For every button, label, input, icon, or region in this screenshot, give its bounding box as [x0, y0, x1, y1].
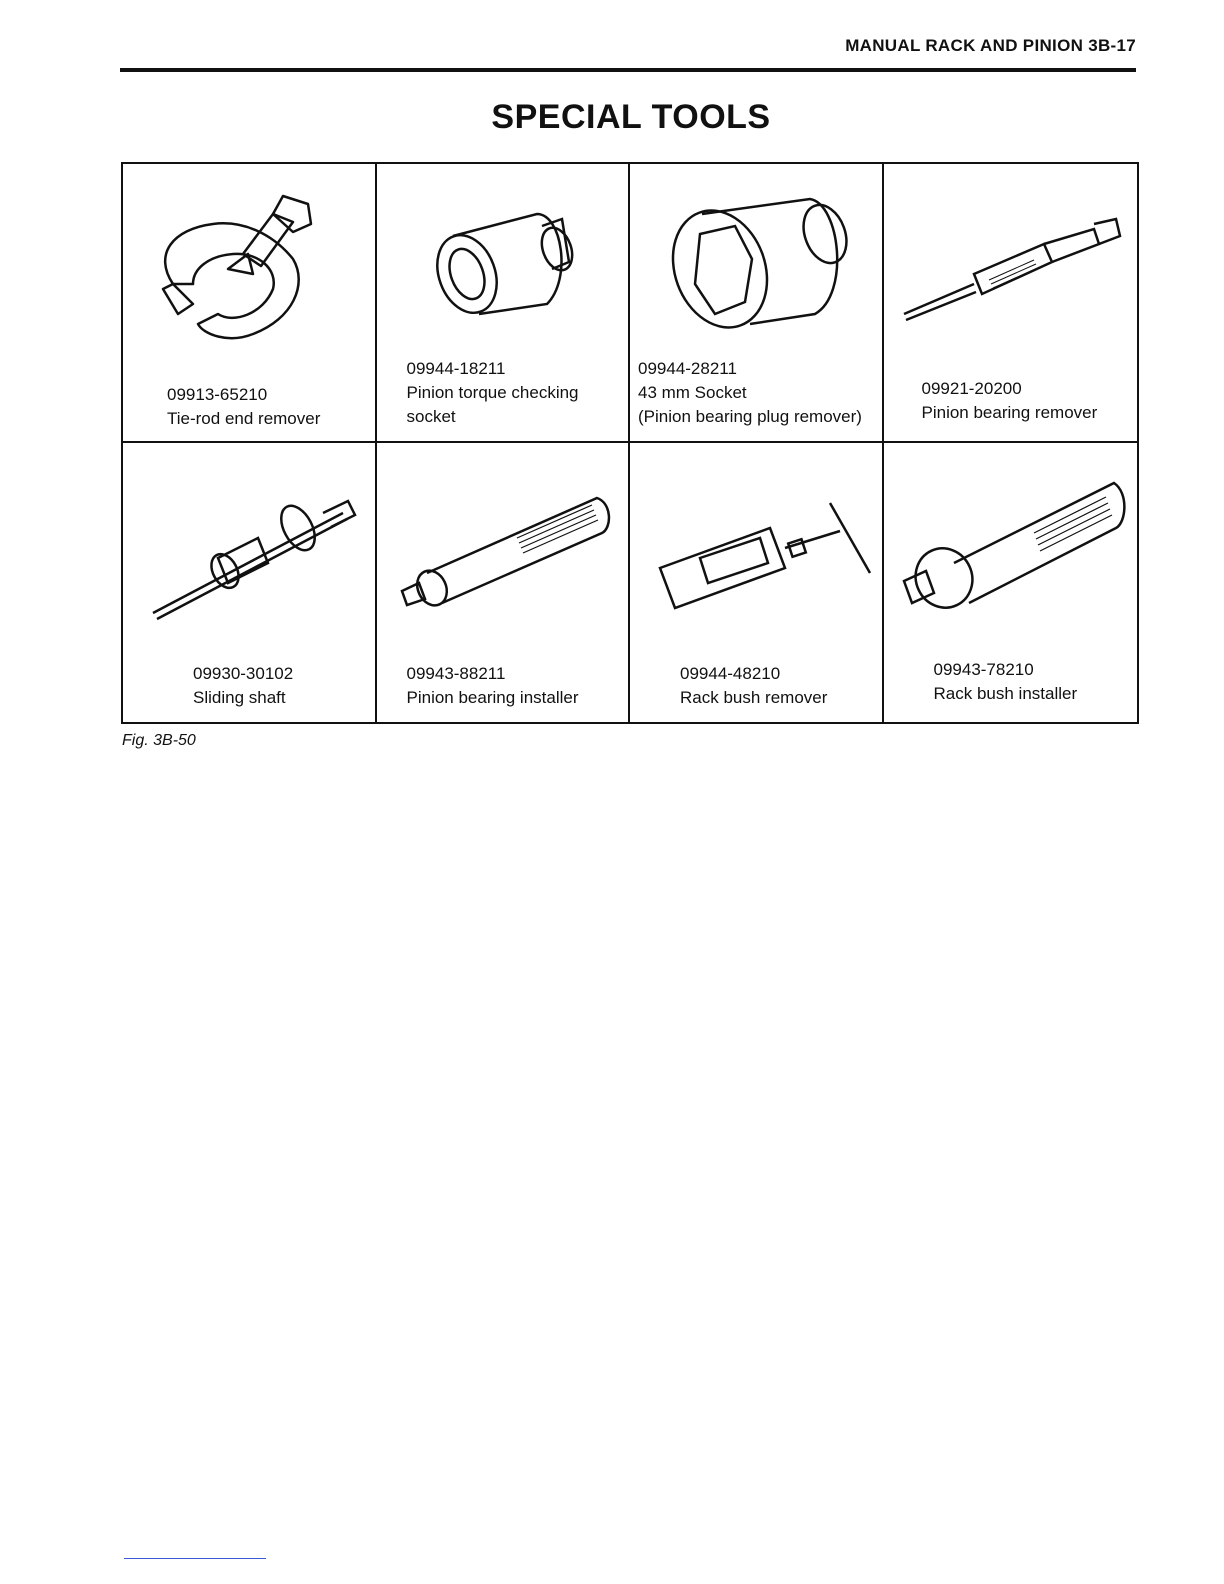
footer-rule — [124, 1558, 266, 1559]
tool-cell — [377, 443, 631, 722]
tool-caption — [630, 357, 882, 429]
tool-name: 43 mm Socket — [638, 383, 747, 402]
tool-name: Sliding shaft — [193, 688, 286, 707]
tool-name: Pinion torque checking — [406, 383, 579, 402]
part-number: 09913-65210 — [167, 385, 268, 404]
part-number: 09930-30102 — [193, 664, 294, 683]
part-number: 09921-20200 — [921, 379, 1022, 398]
tool-cell — [123, 443, 377, 722]
tool-name: Tie-rod end remover — [167, 409, 321, 428]
socket-43mm-icon — [640, 174, 874, 354]
tool-name: Rack bush remover — [680, 688, 828, 707]
tool-caption — [123, 383, 375, 431]
tool-cell — [630, 164, 884, 443]
tool-name-cont: (Pinion bearing plug remover) — [638, 407, 862, 426]
pinion-bearing-installer-icon — [387, 453, 621, 633]
tool-cell — [884, 164, 1138, 443]
page-header — [120, 34, 1136, 72]
tool-caption — [377, 357, 629, 429]
part-number: 09944-28211 — [638, 359, 737, 378]
part-number: 09943-88211 — [406, 664, 506, 683]
running-title: MANUAL RACK AND PINION 3B-17 — [845, 36, 1136, 55]
tool-caption — [884, 658, 1138, 706]
tool-name: Rack bush installer — [933, 684, 1078, 703]
sliding-shaft-icon — [133, 453, 367, 633]
figure-label: Fig. 3B-50 — [122, 732, 196, 749]
tool-name-cont: socket — [406, 407, 456, 426]
part-number: 09943-78210 — [933, 660, 1034, 679]
tool-cell — [630, 443, 884, 722]
special-tools-table — [121, 162, 1139, 724]
tie-rod-end-remover-icon — [133, 174, 367, 354]
torque-checking-socket-icon — [387, 174, 621, 354]
tool-cell — [884, 443, 1138, 722]
tool-caption — [630, 662, 882, 710]
tool-caption — [377, 662, 629, 710]
pinion-bearing-remover-icon — [894, 174, 1128, 354]
rack-bush-installer-icon — [894, 453, 1128, 633]
part-number: 09944-48210 — [680, 664, 781, 683]
tool-cell — [123, 164, 377, 443]
page-title: SPECIAL TOOLS — [491, 98, 771, 136]
tool-caption — [884, 377, 1138, 425]
tool-name: Pinion bearing installer — [406, 688, 579, 707]
tool-cell — [377, 164, 631, 443]
tool-name: Pinion bearing remover — [921, 403, 1098, 422]
tool-caption — [123, 662, 375, 710]
rack-bush-remover-icon — [640, 453, 874, 633]
part-number: 09944-18211 — [406, 359, 506, 378]
